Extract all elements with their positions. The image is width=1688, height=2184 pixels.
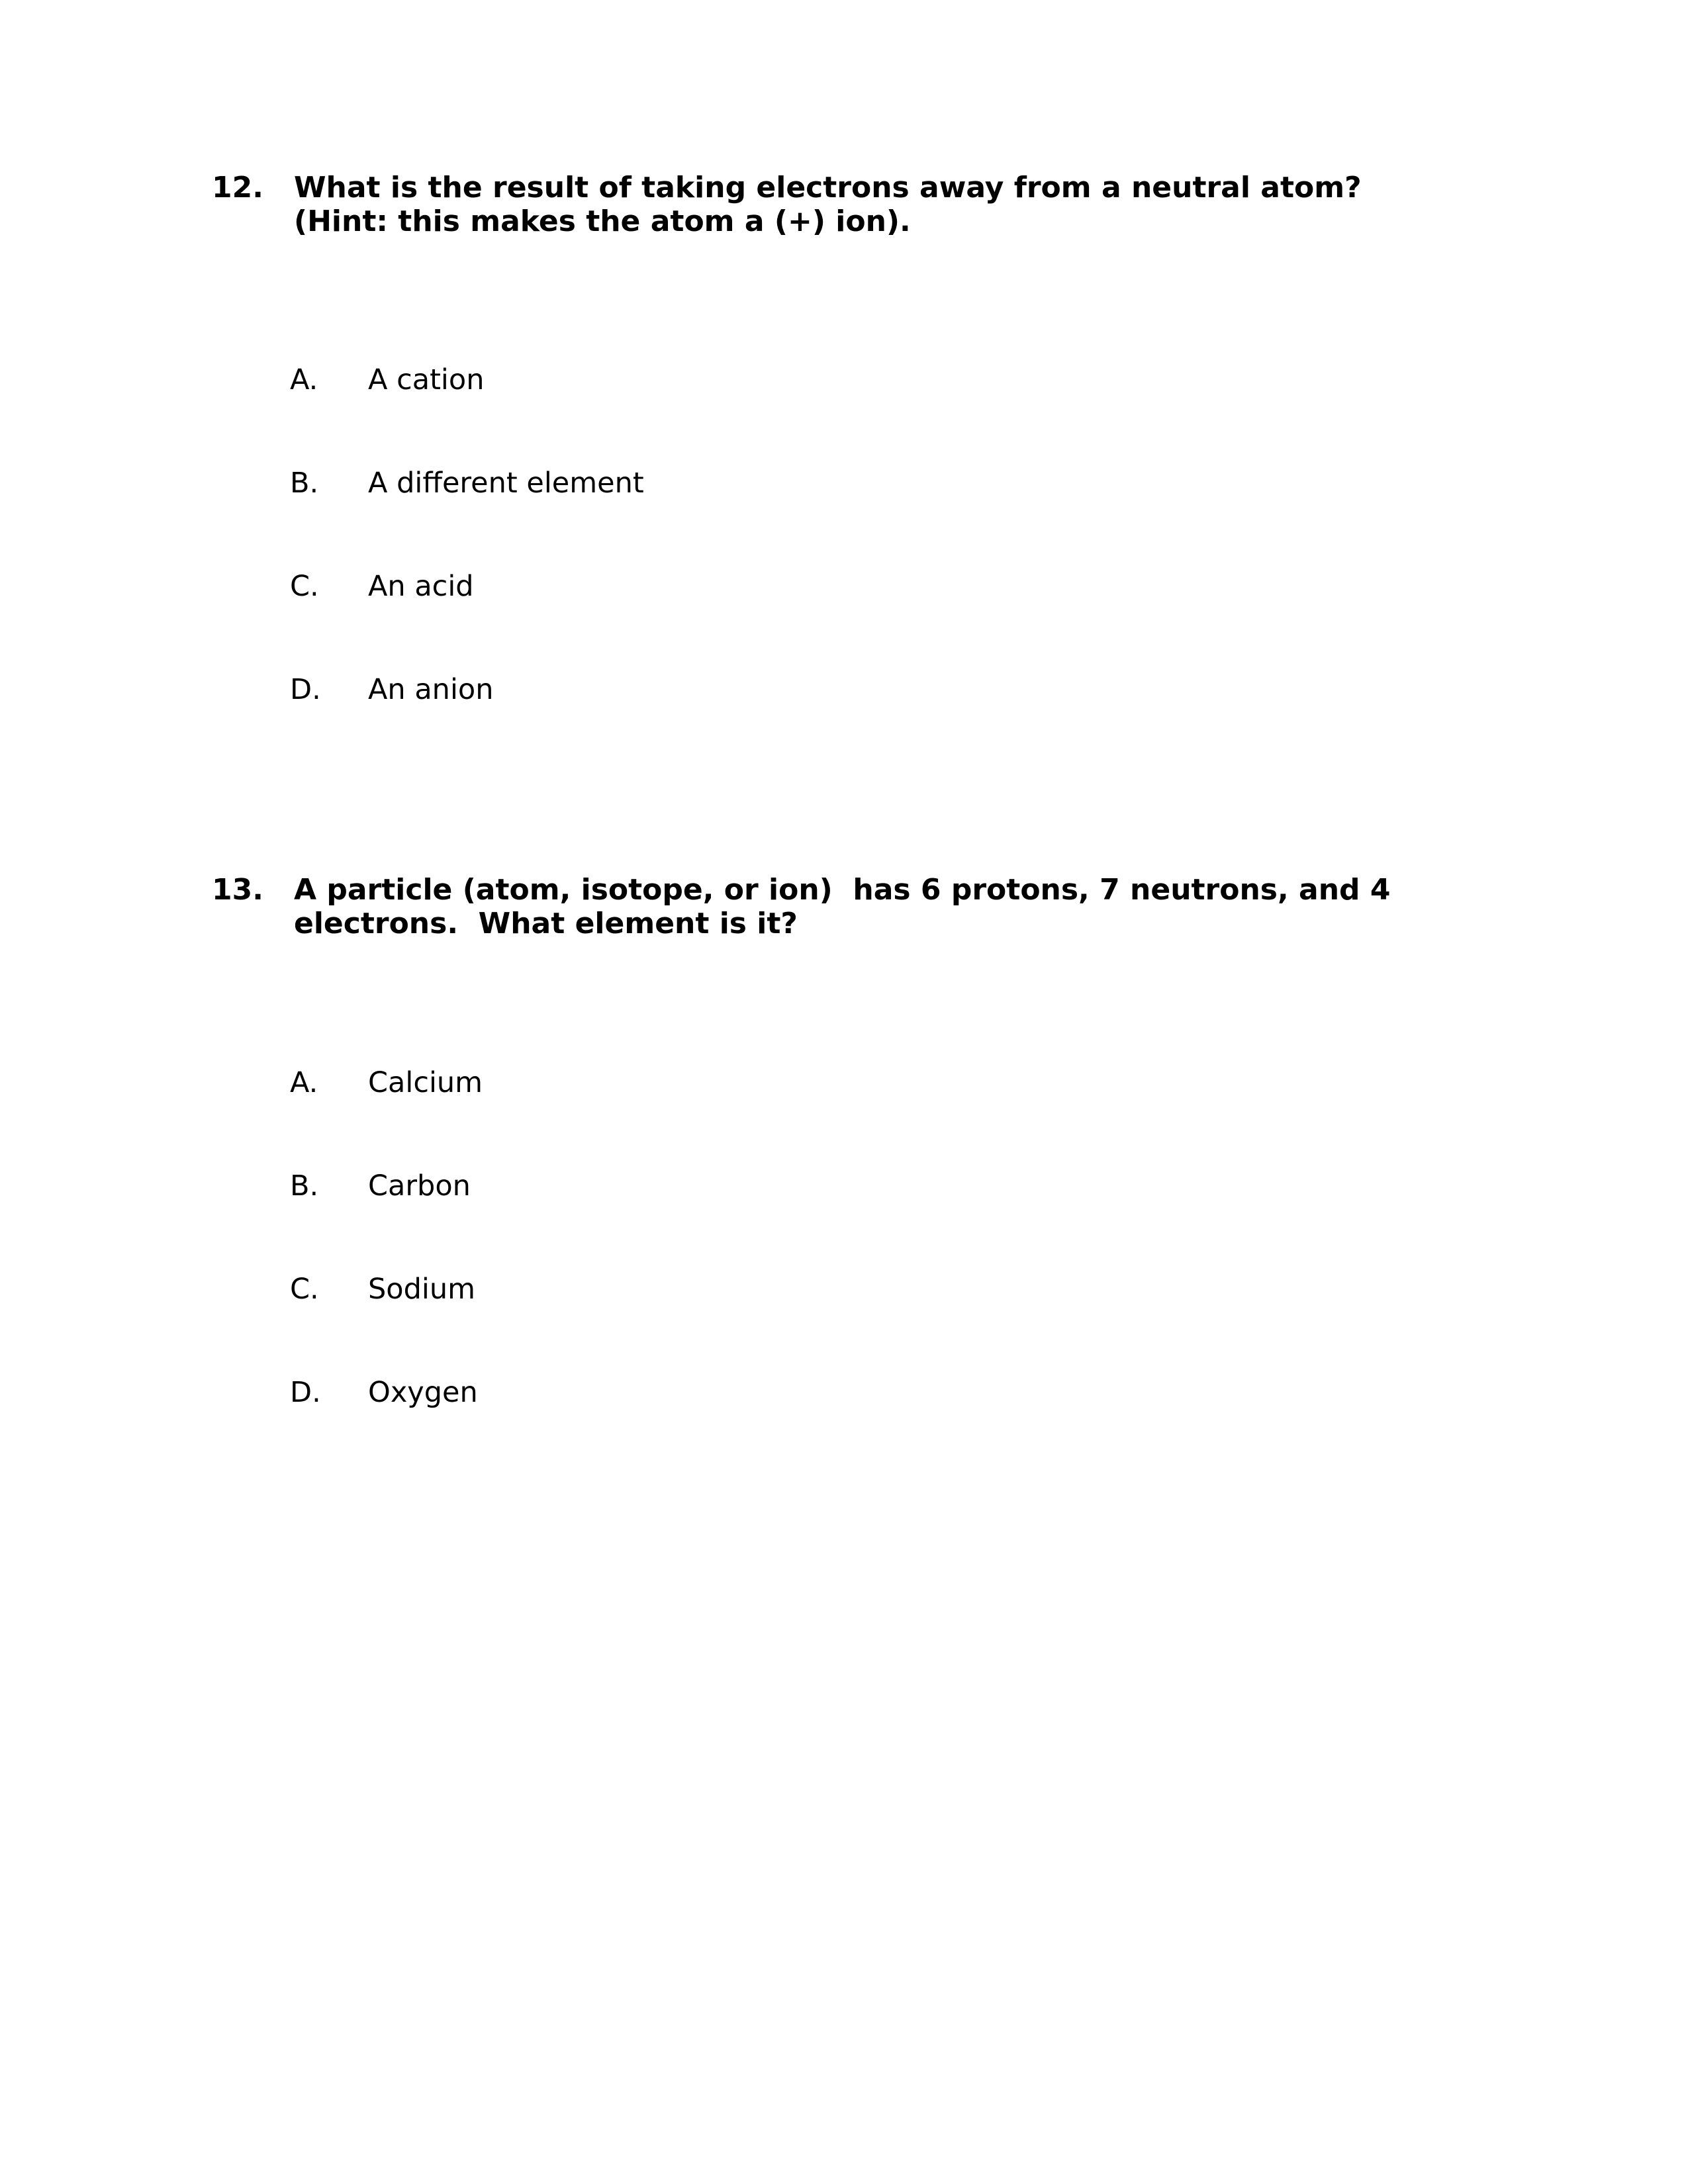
option-text: Sodium bbox=[368, 1273, 475, 1306]
option-letter: A. bbox=[290, 363, 318, 396]
option-letter: D. bbox=[290, 673, 321, 706]
option-text: An acid bbox=[368, 570, 474, 603]
question-line: A particle (atom, isotope, or ion) has 6 protons, 7 neutrons, and 4 bbox=[294, 873, 1391, 907]
option-text: A cation bbox=[368, 363, 485, 396]
option-letter: A. bbox=[290, 1066, 318, 1099]
option-letter: B. bbox=[290, 467, 319, 500]
option-text: An anion bbox=[368, 673, 494, 706]
option-text: Carbon bbox=[368, 1169, 471, 1203]
question-text bbox=[294, 873, 1390, 940]
option-letter: B. bbox=[290, 1169, 319, 1203]
question-number: 12. bbox=[212, 171, 263, 205]
option-text: Calcium bbox=[368, 1066, 483, 1099]
question-text bbox=[294, 171, 1362, 238]
question-number: 13. bbox=[212, 873, 263, 907]
option-text: Oxygen bbox=[368, 1376, 478, 1409]
question-line: What is the result of taking electrons away from a neutral atom? bbox=[294, 171, 1362, 205]
option-letter: C. bbox=[290, 570, 319, 603]
question-line: (Hint: this makes the atom a (+) ion). bbox=[294, 205, 911, 238]
option-text: A different element bbox=[368, 467, 644, 500]
question-line: electrons. What element is it? bbox=[294, 907, 798, 940]
option-letter: D. bbox=[290, 1376, 321, 1409]
option-letter: C. bbox=[290, 1273, 319, 1306]
